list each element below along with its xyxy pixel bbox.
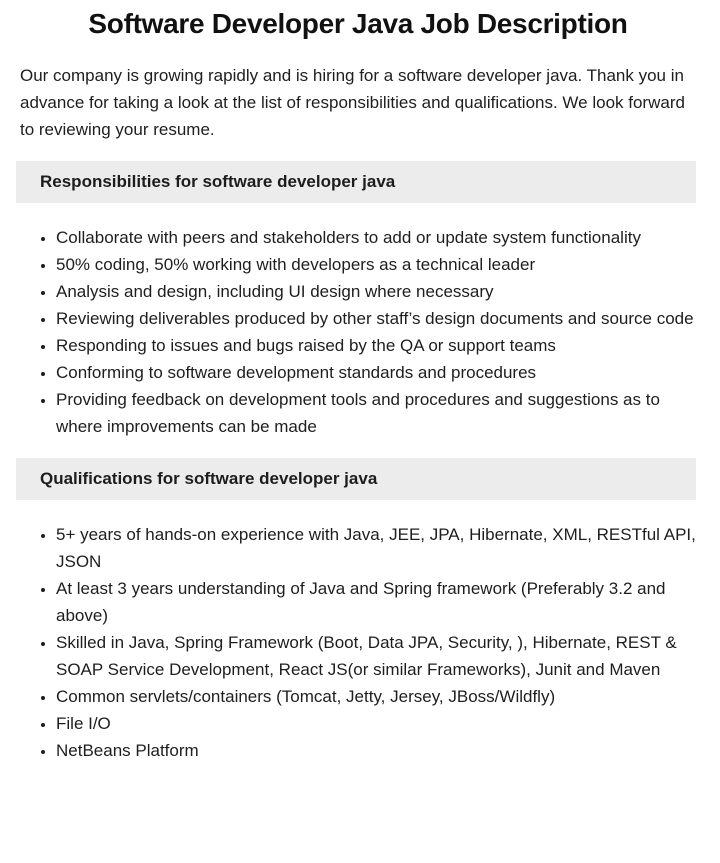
section-heading-responsibilities: Responsibilities for software developer java	[16, 161, 696, 203]
list-item: • NetBeans Platform	[56, 737, 696, 764]
list-item: • Reviewing deliverables produced by other staff’s design documents and source code	[56, 305, 696, 332]
list-item: • At least 3 years understanding of Java and Spring framework (Preferably 3.2 and above)	[56, 575, 696, 629]
list-item: • Responding to issues and bugs raised by the QA or support teams	[56, 332, 696, 359]
qualifications-list	[20, 521, 696, 764]
list-item: • File I/O	[56, 710, 696, 737]
list-item: • Skilled in Java, Spring Framework (Boot, Data JPA, Security, ), Hibernate, REST & SOAP Service Development, React JS(or similar Frameworks), Junit and Maven	[56, 629, 696, 683]
section-heading-qualifications: Qualifications for software developer java	[16, 458, 696, 500]
list-item: • Analysis and design, including UI design where necessary	[56, 278, 696, 305]
list-item: • Common servlets/containers (Tomcat, Jetty, Jersey, JBoss/Wildfly)	[56, 683, 696, 710]
list-item: • Collaborate with peers and stakeholders to add or update system functionality	[56, 224, 696, 251]
list-item: • Conforming to software development standards and procedures	[56, 359, 696, 386]
list-item: • 50% coding, 50% working with developers as a technical leader	[56, 251, 696, 278]
intro-paragraph: Our company is growing rapidly and is hiring for a software developer java. Thank you in advance for taking a look at the list of responsibilities and qualifications. We look forward to reviewing your resume.	[20, 66, 685, 139]
list-item: • 5+ years of hands-on experience with Java, JEE, JPA, Hibernate, XML, RESTful API, JSON	[56, 521, 696, 575]
list-item: • Providing feedback on development tools and procedures and suggestions as to where improvements can be made	[56, 386, 696, 440]
responsibilities-list	[20, 224, 696, 440]
page-title: Software Developer Java Job Description	[88, 8, 628, 39]
